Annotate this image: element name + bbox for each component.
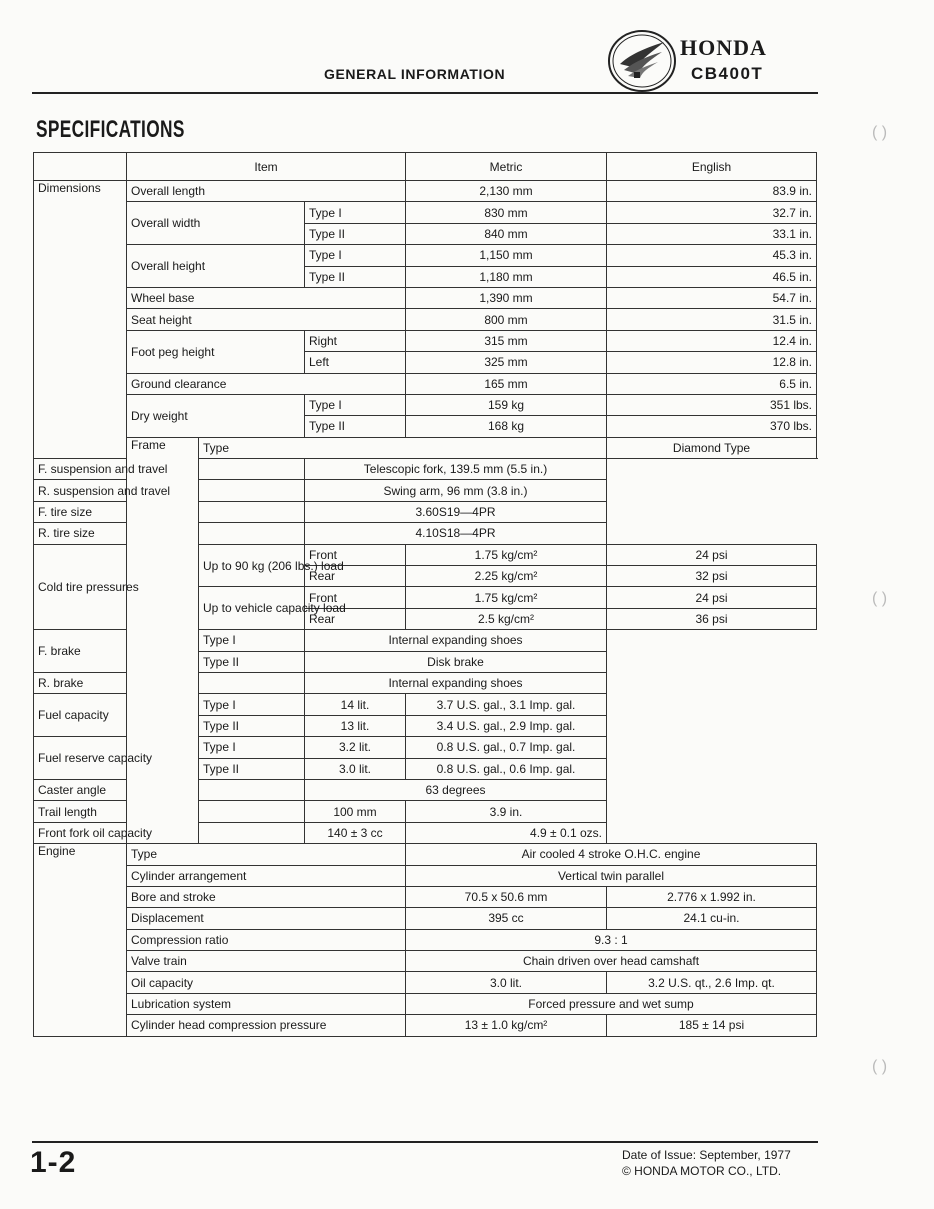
type-label: Type I — [199, 737, 305, 758]
metric-value: 315 mm — [406, 330, 607, 351]
metric-value: 395 cc — [406, 908, 607, 929]
combined-value: Forced pressure and wet sump — [406, 993, 817, 1014]
table-row — [34, 287, 817, 308]
table-row — [34, 523, 817, 544]
combined-value: 4.10S18—4PR — [305, 523, 607, 544]
wheel-label: Rear — [305, 566, 406, 587]
footer-rule — [32, 1141, 818, 1143]
table-row — [34, 951, 817, 972]
table-row — [34, 181, 817, 202]
table-row — [34, 501, 817, 522]
header-metric: Metric — [406, 153, 607, 181]
metric-value: 325 mm — [406, 352, 607, 373]
metric-value: 1,390 mm — [406, 287, 607, 308]
metric-value: 1.75 kg/cm² — [406, 544, 607, 565]
wheel-label: Front — [305, 544, 406, 565]
metric-value: 2.25 kg/cm² — [406, 566, 607, 587]
english-value: 24 psi — [607, 587, 817, 608]
english-value: 185 ± 14 psi — [607, 1015, 817, 1036]
row-item: Type — [199, 437, 607, 458]
row-item: Dry weight — [127, 394, 305, 437]
metric-value: 13 ± 1.0 kg/cm² — [406, 1015, 607, 1036]
row-item: R. suspension and travel — [34, 480, 305, 501]
english-value: 33.1 in. — [607, 223, 817, 244]
table-row — [34, 480, 817, 501]
row-item: Lubrication system — [127, 993, 406, 1014]
combined-value: Internal expanding shoes — [305, 630, 607, 651]
table-row — [34, 394, 817, 415]
table-row — [34, 373, 817, 394]
type-label: Type II — [305, 223, 406, 244]
row-item: R. tire size — [34, 523, 305, 544]
load-condition: Up to 90 kg (206 lbs.) load — [199, 544, 305, 587]
table-row — [34, 437, 817, 458]
row-item: R. brake — [34, 672, 305, 693]
type-label: Type I — [199, 630, 305, 651]
page-number: 1-2 — [30, 1146, 77, 1179]
english-value: 2.776 x 1.992 in. — [607, 886, 817, 907]
english-value: 3.7 U.S. gal., 3.1 Imp. gal. — [406, 694, 607, 715]
table-row — [34, 309, 817, 330]
row-item: F. suspension and travel — [34, 459, 305, 480]
row-item: Cold tire pressures — [34, 544, 127, 630]
table-row — [34, 908, 817, 929]
type-label: Type II — [199, 651, 305, 672]
combined-value: 63 degrees — [305, 779, 607, 800]
row-item: Fuel capacity — [34, 694, 199, 737]
type-label: Type I — [199, 694, 305, 715]
load-condition: Up to vehicle capacity load — [199, 587, 305, 630]
english-value: 370 lbs. — [607, 416, 817, 437]
row-item: F. tire size — [34, 501, 305, 522]
table-row — [34, 844, 817, 865]
metric-value: 3.2 lit. — [305, 737, 406, 758]
binder-hole-mark: ( ) — [872, 1058, 888, 1075]
metric-value: 70.5 x 50.6 mm — [406, 886, 607, 907]
combined-value: Disk brake — [305, 651, 607, 672]
english-value: 12.4 in. — [607, 330, 817, 351]
row-item: Bore and stroke — [127, 886, 406, 907]
type-label: Type II — [305, 416, 406, 437]
table-row — [34, 972, 817, 993]
row-item: Overall length — [127, 181, 406, 202]
copyright: © HONDA MOTOR CO., LTD. — [622, 1164, 782, 1178]
combined-value: Chain driven over head camshaft — [406, 951, 817, 972]
metric-value: 14 lit. — [305, 694, 406, 715]
table-row — [34, 330, 817, 351]
metric-value: 159 kg — [406, 394, 607, 415]
metric-value: 1,150 mm — [406, 245, 607, 266]
binder-hole-mark: ( ) — [872, 124, 888, 141]
table-row — [34, 801, 817, 822]
english-value: 46.5 in. — [607, 266, 817, 287]
table-row — [34, 245, 817, 266]
specifications-table — [33, 152, 817, 1037]
english-value: 24 psi — [607, 544, 817, 565]
row-item: Overall height — [127, 245, 305, 288]
side-label: Left — [305, 352, 406, 373]
metric-value: 1,180 mm — [406, 266, 607, 287]
english-value: 4.9 ± 0.1 ozs. — [406, 822, 607, 843]
page-title: SPECIFICATIONS — [36, 116, 185, 143]
side-label: Right — [305, 330, 406, 351]
type-label: Type I — [305, 245, 406, 266]
row-item: Valve train — [127, 951, 406, 972]
combined-value: 9.3 : 1 — [406, 929, 817, 950]
english-value: 0.8 U.S. gal., 0.6 Imp. gal. — [406, 758, 607, 779]
combined-value: Diamond Type — [607, 437, 817, 458]
english-value: 54.7 in. — [607, 287, 817, 308]
english-value: 31.5 in. — [607, 309, 817, 330]
metric-value: 3.0 lit. — [305, 758, 406, 779]
table-row — [34, 779, 817, 800]
row-item: Cylinder head compression pressure — [127, 1015, 406, 1036]
row-item: Type — [127, 844, 406, 865]
english-value: 3.9 in. — [406, 801, 607, 822]
english-value: 32 psi — [607, 566, 817, 587]
type-label: Type I — [305, 394, 406, 415]
type-label: Type II — [199, 758, 305, 779]
table-row — [34, 672, 817, 693]
row-item: Oil capacity — [127, 972, 406, 993]
table-row — [34, 737, 817, 758]
table-header-row — [34, 153, 817, 181]
combined-value: Swing arm, 96 mm (3.8 in.) — [305, 480, 607, 501]
wheel-label: Front — [305, 587, 406, 608]
table-row — [34, 886, 817, 907]
row-item: Compression ratio — [127, 929, 406, 950]
row-item: Displacement — [127, 908, 406, 929]
row-item: Wheel base — [127, 287, 406, 308]
table-row — [34, 865, 817, 886]
metric-value: 140 ± 3 cc — [305, 822, 406, 843]
row-item: Fuel reserve capacity — [34, 737, 199, 780]
metric-value: 2,130 mm — [406, 181, 607, 202]
model-name: CB400T — [691, 64, 764, 83]
header-blank — [34, 153, 127, 181]
english-value: 6.5 in. — [607, 373, 817, 394]
category-dimensions: Dimensions — [34, 181, 127, 459]
combined-value: 3.60S19—4PR — [305, 501, 607, 522]
metric-value: 830 mm — [406, 202, 607, 223]
honda-wing-logo-icon — [606, 28, 678, 94]
english-value: 0.8 U.S. gal., 0.7 Imp. gal. — [406, 737, 607, 758]
metric-value: 165 mm — [406, 373, 607, 394]
metric-value: 168 kg — [406, 416, 607, 437]
metric-value: 840 mm — [406, 223, 607, 244]
english-value: 351 lbs. — [607, 394, 817, 415]
binder-hole-mark: ( ) — [872, 590, 888, 607]
table-row — [34, 459, 817, 480]
table-row — [34, 694, 817, 715]
row-item: Ground clearance — [127, 373, 406, 394]
metric-value: 13 lit. — [305, 715, 406, 736]
english-value: 32.7 in. — [607, 202, 817, 223]
row-item: Overall width — [127, 202, 305, 245]
row-item: Seat height — [127, 309, 406, 330]
english-value: 12.8 in. — [607, 352, 817, 373]
brand-name: HONDA — [680, 35, 767, 60]
header-rule — [32, 92, 818, 94]
row-item: Front fork oil capacity — [34, 822, 305, 843]
combined-value: Air cooled 4 stroke O.H.C. engine — [406, 844, 817, 865]
category-frame: Frame — [127, 437, 199, 843]
row-item: Caster angle — [34, 779, 305, 800]
date-of-issue: Date of Issue: September, 1977 — [622, 1148, 791, 1162]
header-english: English — [607, 153, 817, 181]
type-label: Type II — [305, 266, 406, 287]
table-row — [34, 993, 817, 1014]
table-row — [34, 630, 817, 651]
category-engine: Engine — [34, 844, 127, 1037]
combined-value: Telescopic fork, 139.5 mm (5.5 in.) — [305, 459, 607, 480]
section-title: GENERAL INFORMATION — [324, 66, 506, 82]
english-value: 45.3 in. — [607, 245, 817, 266]
table-row — [34, 1015, 817, 1036]
type-label: Type II — [199, 715, 305, 736]
combined-value: Vertical twin parallel — [406, 865, 817, 886]
table-row — [34, 929, 817, 950]
row-item: Trail length — [34, 801, 305, 822]
metric-value: 100 mm — [305, 801, 406, 822]
header-item: Item — [127, 153, 406, 181]
type-label: Type I — [305, 202, 406, 223]
table-row — [34, 822, 817, 843]
row-item: Foot peg height — [127, 330, 305, 373]
metric-value: 2.5 kg/cm² — [406, 608, 607, 629]
metric-value: 1.75 kg/cm² — [406, 587, 607, 608]
wheel-label: Rear — [305, 608, 406, 629]
combined-value: Internal expanding shoes — [305, 672, 607, 693]
metric-value: 800 mm — [406, 309, 607, 330]
metric-value: 3.0 lit. — [406, 972, 607, 993]
english-value: 3.2 U.S. qt., 2.6 Imp. qt. — [607, 972, 817, 993]
table-row — [34, 202, 817, 223]
english-value: 83.9 in. — [607, 181, 817, 202]
english-value: 3.4 U.S. gal., 2.9 Imp. gal. — [406, 715, 607, 736]
english-value: 24.1 cu-in. — [607, 908, 817, 929]
row-item: F. brake — [34, 630, 199, 673]
english-value: 36 psi — [607, 608, 817, 629]
row-item: Cylinder arrangement — [127, 865, 406, 886]
issue-info — [622, 1147, 791, 1179]
